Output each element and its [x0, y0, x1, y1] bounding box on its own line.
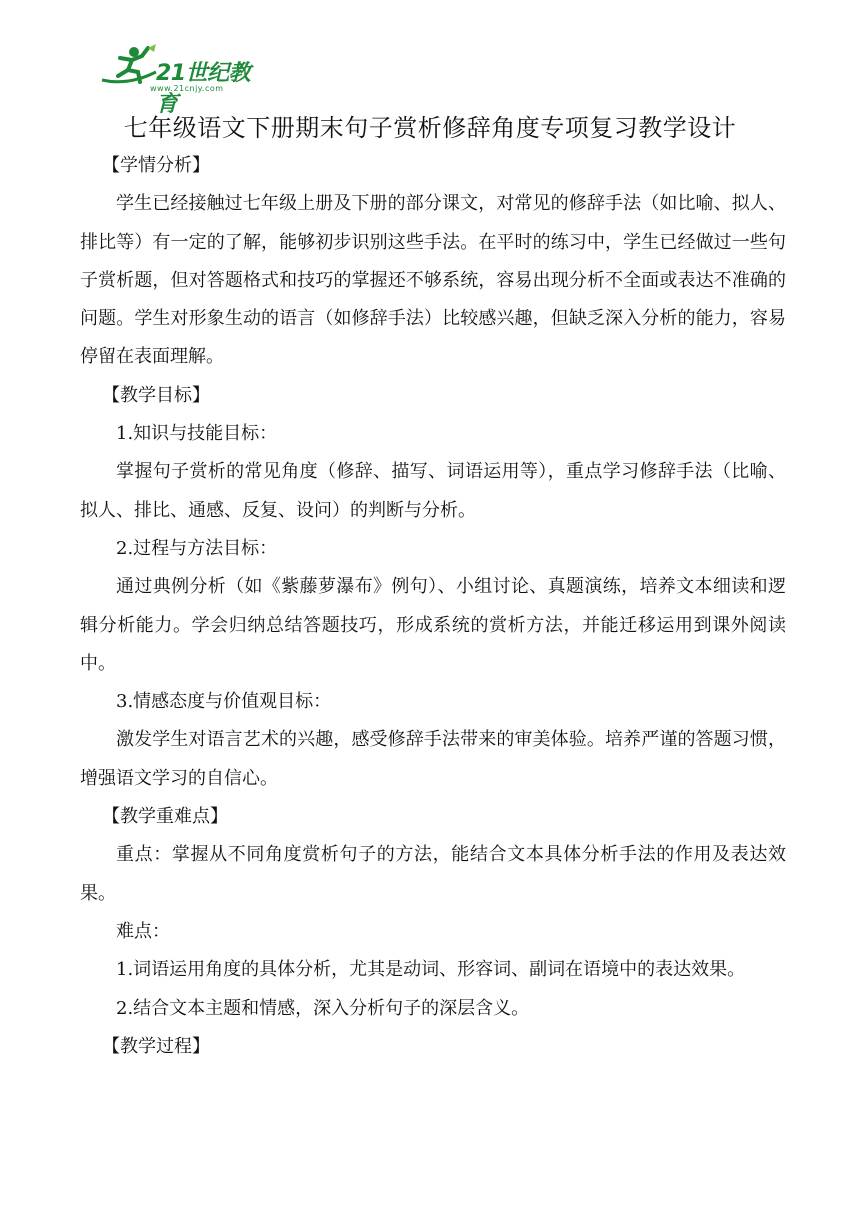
difficult-point-2: 2.结合文本主题和情感，深入分析句子的深层含义。 — [116, 997, 530, 1019]
section-heading-objectives: 【教学目标】 — [102, 384, 210, 406]
objective-1-title: 1.知识与技能目标： — [116, 423, 278, 445]
objective-3-title: 3.情感态度与价值观目标： — [116, 691, 332, 713]
logo-url: www.21cnjy.com — [150, 84, 224, 93]
section-heading-learner-analysis: 【学情分析】 — [102, 155, 210, 176]
paragraph-learner-analysis: 学生已经接触过七年级上册及下册的部分课文，对常见的修辞手法（如比喻、拟人、排比等）有一定的了解，能够初步识别这些手法。在平时的练习中，学生已经做过一些句子赏析题，但对答题格式和技巧的掌握还不够系统，容易出现分析不全面或表达不准确的问题。学生对形象生动的语言（如修辞手法）比较感兴趣，但缺乏深入分析的能力，容易停留在表面理解。 — [80, 193, 786, 368]
section-heading-process: 【教学过程】 — [102, 1035, 210, 1057]
document-body — [80, 147, 786, 1066]
section-heading-key-points: 【教学重难点】 — [102, 806, 228, 828]
key-point: 重点：掌握从不同角度赏析句子的方法，能结合文本具体分析手法的作用及表达效果。 — [80, 844, 786, 904]
difficult-point-1: 1.词语运用角度的具体分析，尤其是动词、形容词、副词在语境中的表达效果。 — [116, 959, 746, 981]
document-title: 七年级语文下册期末句子赏析修辞角度专项复习教学设计 — [123, 114, 737, 142]
objective-1-body: 掌握句子赏析的常见角度（修辞、描写、词语运用等），重点学习修辞手法（比喻、拟人、排比、通感、反复、设问）的判断与分析。 — [80, 461, 786, 521]
difficult-point-label: 难点： — [116, 920, 170, 942]
logo-text: 21世纪教育 — [156, 61, 251, 117]
objective-2-title: 2.过程与方法目标： — [116, 537, 278, 559]
objective-3-body: 激发学生对语言艺术的兴趣，感受修辞手法带来的审美体验。培养严谨的答题习惯，增强语文学习的自信心。 — [80, 729, 786, 789]
objective-2-body: 通过典例分析（如《紫藤萝瀑布》例句）、小组讨论、真题演练，培养文本细读和逻辑分析能力。学会归纳总结答题技巧，形成系统的赏析方法，并能迁移运用到课外阅读中。 — [80, 576, 786, 674]
